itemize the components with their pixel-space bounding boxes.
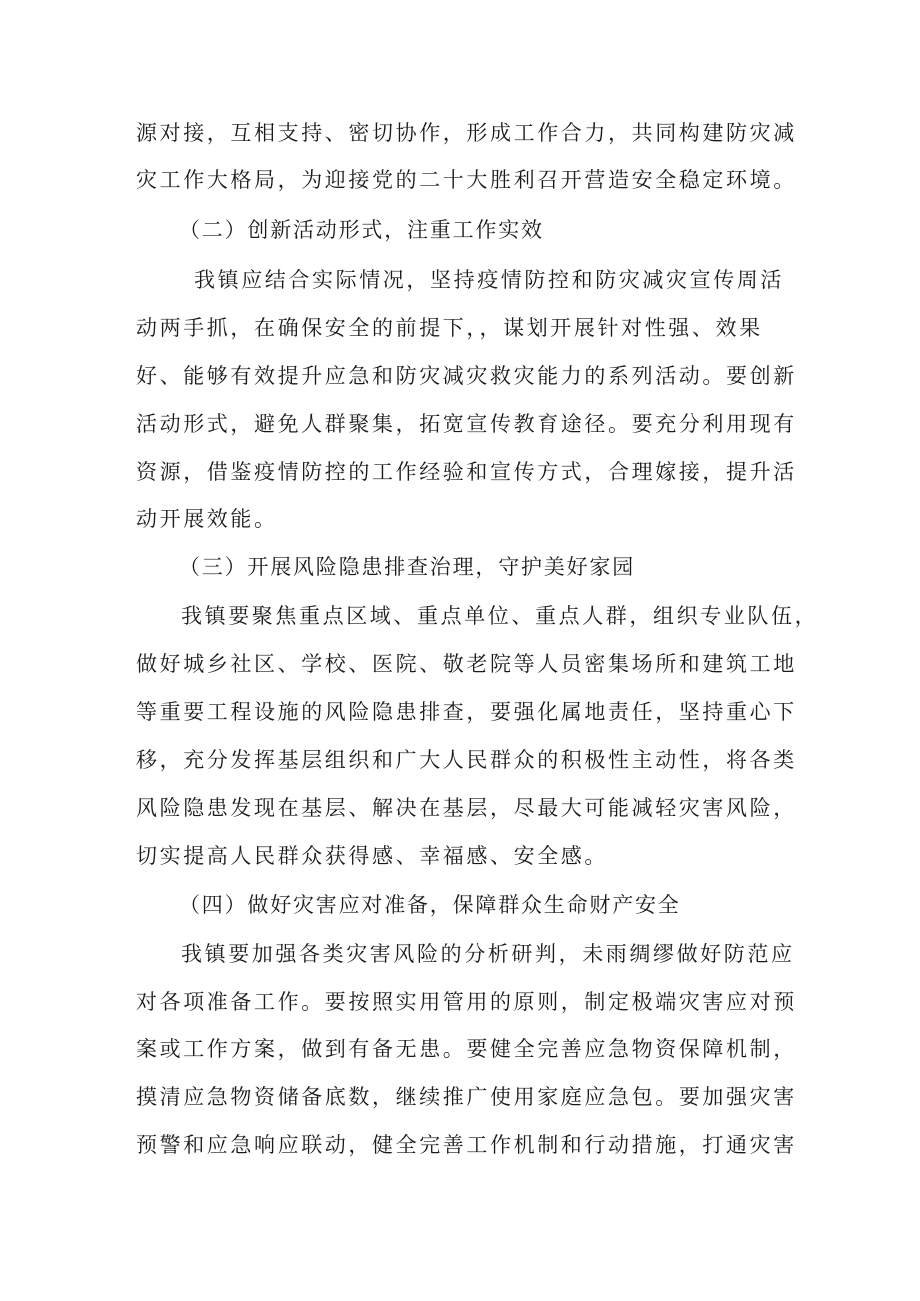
- body-line: 我镇要聚焦重点区域、重点单位、重点人群，组织专业队伍，: [181, 604, 819, 628]
- section-heading-3: （三）开展风险隐患排查治理，守护美好家园: [179, 555, 635, 579]
- body-line: 我镇应结合实际情况，坚持疫情防控和防灾减灾宣传周活: [194, 268, 784, 292]
- body-line: 预警和应急响应联动，健全完善工作机制和行动措施，打通灾害: [136, 1133, 797, 1157]
- body-line: 我镇要加强各类灾害风险的分析研判，未雨绸缪做好防范应: [181, 942, 795, 966]
- body-line: 做好城乡社区、学校、医院、敬老院等人员密集场所和建筑工地: [136, 652, 797, 676]
- section-heading-4: （四）做好灾害应对准备，保障群众生命财产安全: [179, 893, 681, 917]
- body-line: 对各项准备工作。要按照实用管用的原则，制定极端灾害应对预: [136, 990, 797, 1014]
- section-heading-2: （二）创新活动形式，注重工作实效: [179, 218, 544, 242]
- body-line: 移，充分发挥基层组织和广大人民群众的积极性主动性，将各类: [136, 748, 797, 772]
- body-line: 源对接，互相支持、密切协作，形成工作合力，共同构建防灾减: [136, 121, 797, 145]
- body-line: 资源，借鉴疫情防控的工作经验和宣传方式，合理嫁接，提升活: [136, 460, 797, 484]
- body-line: 等重要工程设施的风险隐患排查，要强化属地责任，坚持重心下: [136, 700, 797, 724]
- body-line: 动两手抓，在确保安全的前提下，，谋划开展针对性强、效果: [136, 316, 763, 340]
- body-line: 动开展效能。: [136, 507, 278, 531]
- body-line: 案或工作方案，做到有备无患。要健全完善应急物资保障机制，: [136, 1037, 797, 1061]
- body-line: 活动形式，避免人群聚集，拓宽宣传教育途径。要充分利用现有: [136, 412, 797, 436]
- body-line: 摸清应急物资储备底数，继续推广使用家庭应急包。要加强灾害: [136, 1085, 797, 1109]
- body-line: 切实提高人民群众获得感、幸福感、安全感。: [136, 844, 608, 868]
- body-line: 风险隐患发现在基层、解决在基层，尽最大可能减轻灾害风险，: [136, 796, 797, 820]
- body-line: 灾工作大格局，为迎接党的二十大胜利召开营造安全稳定环境。: [136, 168, 797, 192]
- body-line: 好、能够有效提升应急和防灾减灾救灾能力的系列活动。要创新: [136, 364, 797, 388]
